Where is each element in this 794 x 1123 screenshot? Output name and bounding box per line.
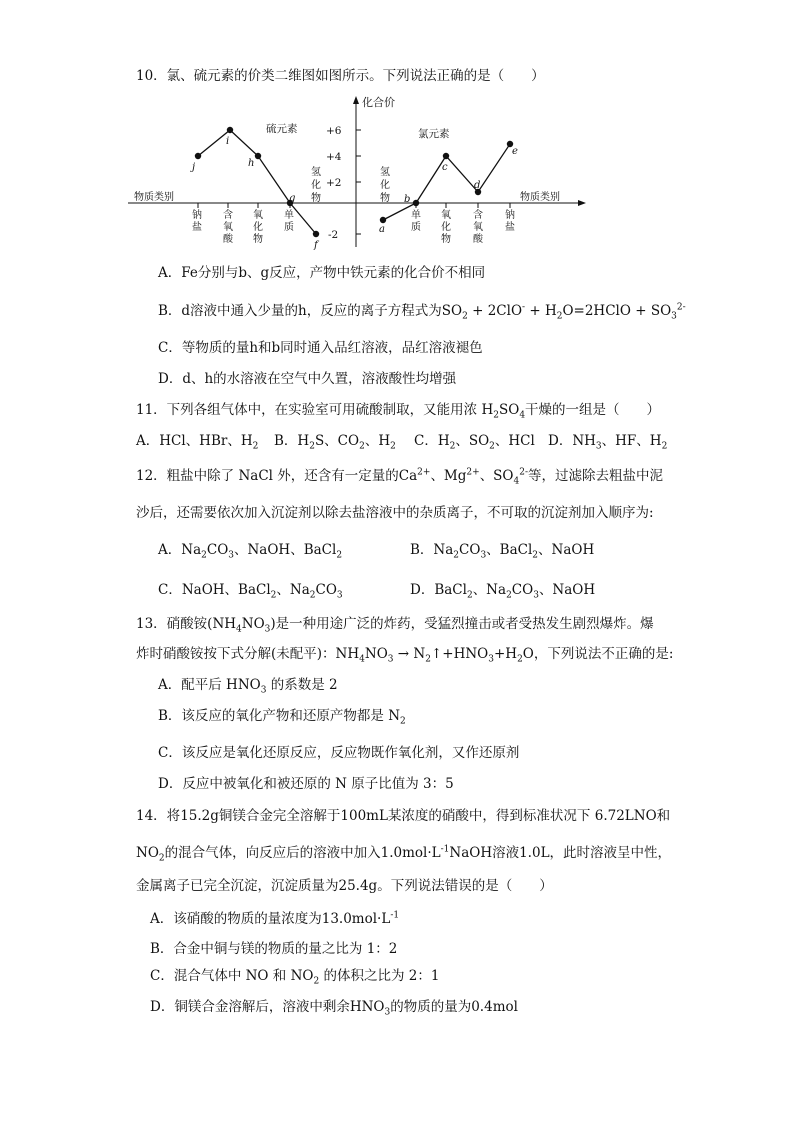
hydride-label-right [380, 165, 390, 204]
q11-option-b[interactable]: B．$H_2S$、$CO_2$、$H_2$ [274, 433, 396, 452]
svg-text:物: 物 [441, 234, 451, 245]
q11-option-c[interactable]: C．$H_2$、$SO_2$、HCl [414, 433, 535, 452]
svg-text:酸: 酸 [223, 234, 233, 245]
q14-stem-line3: 金属离子已完全沉淀，沉淀质量为25.4g。下列说法错误的是（ ） [136, 878, 553, 894]
svg-text:单: 单 [411, 210, 421, 221]
label-d: d [474, 180, 481, 191]
q10-stem: 10．氯、硫元素的价类二维图如图所示。下列说法正确的是（ ） [136, 68, 545, 84]
svg-text:氧: 氧 [223, 222, 233, 233]
q10-option-a[interactable]: A．Fe分别与b、g反应，产物中铁元素的化合价不相同 [158, 265, 486, 281]
svg-text:物: 物 [380, 193, 390, 204]
svg-text:氢: 氢 [380, 167, 390, 178]
q12-stem-line1: 12．粗盐中除了 NaCl 外，还含有一定量的$Ca^{2+}$、$Mg^{2+}$、$SO_4^{2-}$等，过滤除去粗盐中泥 [136, 467, 664, 487]
label-e: e [512, 146, 518, 157]
category-right-element [411, 208, 421, 233]
y-tick-p4: +4 [326, 151, 342, 163]
svg-text:盐: 盐 [505, 222, 515, 233]
svg-text:单: 单 [284, 210, 294, 221]
y-tick-m2: -2 [328, 229, 339, 241]
svg-text:钠: 钠 [192, 210, 202, 221]
sulfur-label: 硫元素 [266, 123, 298, 135]
q14-option-d[interactable]: D．铜镁合金溶解后，溶液中剩余$HNO_3$的物质的量为0.4mol [150, 999, 518, 1018]
q11-option-d[interactable]: D．$NH_3$、HF、$H_2$ [548, 433, 668, 452]
y-tick-p6: +6 [326, 125, 342, 137]
svg-text:盐: 盐 [192, 222, 202, 233]
q13-option-c[interactable]: C．该反应是氧化还原反应，反应物既作氧化剂，又作还原剂 [158, 745, 520, 761]
svg-text:氧: 氧 [441, 210, 451, 221]
svg-text:含: 含 [473, 210, 483, 221]
svg-text:质: 质 [284, 222, 294, 233]
y-axis-title: 化合价 [362, 96, 395, 109]
y-axis-arrow [353, 96, 359, 104]
svg-text:氧: 氧 [253, 210, 263, 221]
y-tick-p2: +2 [326, 177, 342, 189]
svg-text:氢: 氢 [311, 167, 321, 178]
label-i: i [226, 136, 230, 147]
x-axis-arrow [578, 200, 586, 206]
point-a [380, 217, 386, 223]
q10-option-c[interactable]: C．等物质的量h和b同时通入品红溶液，品红溶液褪色 [158, 340, 483, 356]
q14-option-a[interactable]: A．该硝酸的物质的量浓度为$13.0mol\cdot L^{-1}$ [150, 910, 400, 927]
svg-text:化: 化 [441, 222, 451, 233]
label-c: c [442, 162, 448, 173]
q10-option-b[interactable]: B．d溶液中通入少量的h，反应的离子方程式为$SO_2 + 2ClO^-$ + $H_2O=2HClO + SO_3^{2-}$ [158, 302, 686, 322]
label-f: f [314, 240, 318, 251]
point-h [255, 153, 261, 159]
valence-class-diagram [128, 92, 588, 252]
svg-text:化: 化 [253, 222, 263, 233]
q13-option-b[interactable]: B．该反应的氧化产物和还原产物都是 $N_2$ [158, 708, 406, 727]
q11-option-a[interactable]: A．HCl、HBr、$H_2$ [136, 433, 259, 452]
category-right-oxyacid [473, 208, 484, 245]
category-left-oxyacid [223, 208, 234, 245]
label-b: b [404, 194, 411, 205]
svg-text:化: 化 [311, 180, 321, 191]
category-left-sodium-salt [192, 208, 202, 233]
label-a: a [379, 224, 385, 235]
category-right-oxide [441, 208, 451, 245]
point-j [195, 153, 201, 159]
q12-option-b[interactable]: B．$Na_2CO_3$、BaCl$_2$、NaOH [410, 542, 595, 561]
svg-text:物: 物 [253, 234, 263, 245]
svg-text:化: 化 [380, 180, 390, 191]
q14-stem-line2: $NO_2$的混合气体，向反应后的溶液中加入$1.0mol\cdot L^{-1}NaOH$溶液1.0L，此时溶液呈中性， [136, 844, 672, 864]
x-axis-title-left: 物质类别 [134, 192, 174, 203]
q13-stem-line1: 13．硝酸铵$(NH_4NO_3)$是一种用途广泛的炸药，受猛烈撞击或者受热发生剧烈爆炸。爆 [136, 616, 654, 635]
label-j: j [192, 162, 196, 173]
point-i [227, 127, 233, 133]
label-g: g [289, 193, 296, 204]
point-f [313, 231, 319, 237]
q12-option-a[interactable]: A．$Na_2CO_3$、NaOH、BaCl$_2$ [158, 542, 343, 561]
chlorine-label: 氯元素 [418, 128, 450, 140]
category-left-oxide [253, 208, 263, 245]
q13-option-a[interactable]: A．配平后 $HNO_3$ 的系数是 2 [158, 677, 338, 696]
point-b [413, 200, 419, 206]
svg-text:质: 质 [411, 222, 421, 233]
q10-option-d[interactable]: D．d、h的水溶液在空气中久置，溶液酸性均增强 [158, 371, 457, 387]
q12-option-c[interactable]: C．NaOH、BaCl$_2$、$Na_2CO_3$ [158, 582, 343, 601]
hydride-label-left [311, 165, 321, 204]
q14-option-c[interactable]: C．混合气体中 NO 和 $NO_2$ 的体积之比为 2：1 [150, 968, 440, 987]
x-axis-title-right: 物质类别 [520, 192, 560, 203]
category-right-sodium-salt [505, 208, 515, 233]
q11-stem: 11．下列各组气体中，在实验室可用硫酸制取，又能用浓 $H_2SO_4$干燥的一组是（ ） [136, 402, 661, 421]
svg-text:物: 物 [311, 193, 321, 204]
q14-stem-line1: 14．将15.2g铜镁合金完全溶解于100mL某浓度的硝酸中，得到标准状况下 6.72LNO和 [136, 808, 671, 824]
point-c [443, 153, 449, 159]
label-h: h [248, 158, 255, 169]
svg-text:氧: 氧 [473, 222, 483, 233]
svg-text:含: 含 [223, 210, 233, 221]
q12-option-d[interactable]: D．BaCl$_2$、$Na_2CO_3$、NaOH [410, 582, 596, 601]
q13-option-d[interactable]: D．反应中被氧化和被还原的 N 原子比值为 3：5 [158, 776, 454, 792]
q13-stem-line2: 炸时硝酸铵按下式分解(未配平)：$NH_4NO_3$ → $N_2↑+HNO_3+H_2O$，下列说法不正确的是: [136, 646, 674, 665]
svg-text:酸: 酸 [473, 234, 483, 245]
category-left-element [284, 208, 294, 233]
q12-stem-line2: 沙后，还需要依次加入沉淀剂以除去盐溶液中的杂质离子，不可取的沉淀剂加入顺序为: [136, 505, 654, 521]
q14-option-b[interactable]: B．合金中铜与镁的物质的量之比为 1：2 [150, 941, 398, 957]
svg-text:钠: 钠 [505, 210, 515, 221]
